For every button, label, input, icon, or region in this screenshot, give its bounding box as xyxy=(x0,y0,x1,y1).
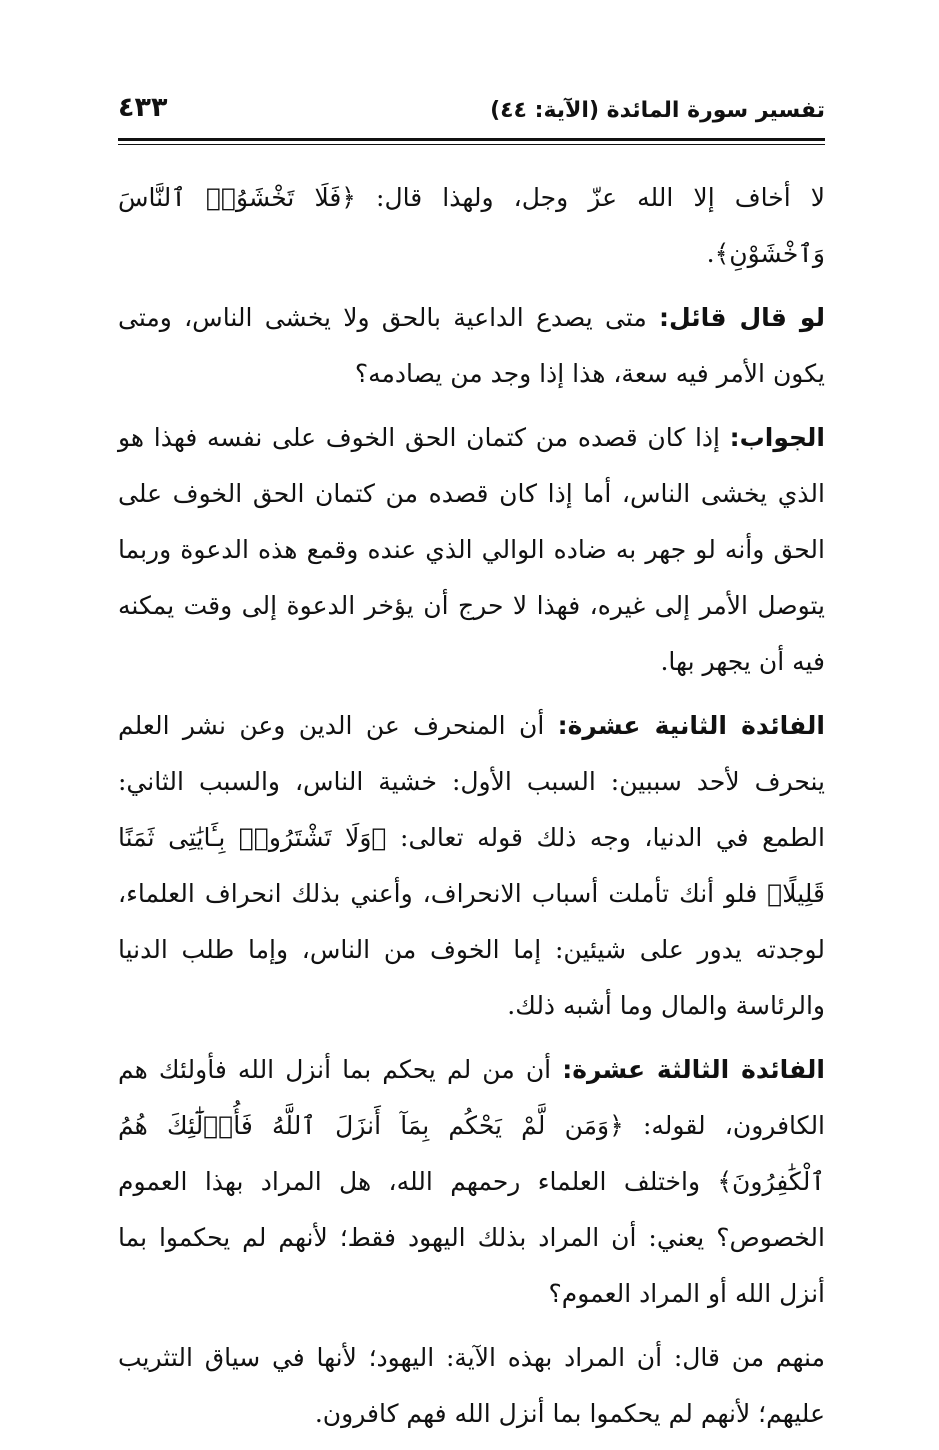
paragraph-text: منهم من قال: أن المراد بهذه الآية: اليهود؛ لأنها في سياق التثريب عليهم؛ لأنهم لم يحكموا بما أنزل الله فهم كافرون. xyxy=(118,1343,825,1428)
paragraph xyxy=(118,410,825,690)
running-title: تفسير سورة المائدة (الآية: ٤٤) xyxy=(490,98,825,123)
paragraph-text-continued: . xyxy=(706,239,715,268)
header-rule-thin xyxy=(118,144,825,145)
paragraph xyxy=(118,290,825,402)
paragraph-text-continued: واختلف العلماء رحمهم الله، هل المراد بهذا العموم الخصوص؟ يعني: أن المراد بذلك اليهود فقط؛ لأنهم لم يحكموا بما أنزل الله أو المراد العموم؟ xyxy=(118,1167,825,1308)
paragraph-text-continued: فلو أنك تأملت أسباب الانحراف، وأعني بذلك انحراف العلماء، لوجدته يدور على شيئين: إما الخوف من الناس، وإما طلب الدنيا والرئاسة والمال وما أشبه ذلك. xyxy=(118,879,825,1020)
paragraph-text: إذا كان قصده من كتمان الحق الخوف على نفسه فهذا هو الذي يخشى الناس، أما إذا كان قصده من كتمان الحق الخوف على الحق وأنه لو جهر به ضاده الوالي الذي عنده وقمع هذه الدعوة وربما يتوصل الأمر إلى غيره، فهذا لا حرج أن يؤخر الدعوة إلى وقت يمكنه فيه أن يجهر بها. xyxy=(118,423,825,676)
quran-quote: ﴿وَلَا تَشْتَرُوا۟ بِـَٔايَٰتِى ثَمَنًا قَلِيلًا﴾ xyxy=(118,823,825,908)
paragraph-lead: الجواب: xyxy=(729,423,825,452)
page-number: ٤٣٣ xyxy=(118,92,168,123)
paragraph xyxy=(118,698,825,1034)
page-body xyxy=(118,170,825,1450)
header-rule-thick xyxy=(118,138,825,141)
paragraph-lead: لو قال قائل: xyxy=(658,303,825,332)
paragraph-lead: الفائدة الثانية عشرة: xyxy=(557,711,825,740)
paragraph xyxy=(118,1042,825,1322)
quran-quote: ﴿وَمَن لَّمْ يَحْكُم بِمَآ أَنزَلَ ٱللَّهُ فَأُو۟لَٰٓئِكَ هُمُ ٱلْكَٰفِرُونَ﴾ xyxy=(118,1111,825,1196)
paragraph xyxy=(118,1330,825,1442)
quran-quote: ﴿فَلَا تَخْشَوُا۟ ٱلنَّاسَ وَٱخْشَوْنِ﴾ xyxy=(118,183,825,268)
paragraph-text: أن المنحرف عن الدين وعن نشر العلم ينحرف لأحد سببين: السبب الأول: خشية الناس، والسبب الثاني: الطمع في الدنيا، وجه ذلك قوله تعالى: xyxy=(118,711,825,852)
page-header xyxy=(118,92,825,132)
paragraph-lead: الفائدة الثالثة عشرة: xyxy=(562,1055,825,1084)
paragraph-text: متى يصدع الداعية بالحق ولا يخشى الناس، ومتى يكون الأمر فيه سعة، هذا إذا وجد من يصادمه؟ xyxy=(118,303,825,388)
paragraph xyxy=(118,170,825,282)
paragraph-text: أن من لم يحكم بما أنزل الله فأولئك هم الكافرون، لقوله: xyxy=(118,1055,826,1140)
paragraph-text: لا أخاف إلا الله عزّ وجل، ولهذا قال: xyxy=(355,183,826,212)
